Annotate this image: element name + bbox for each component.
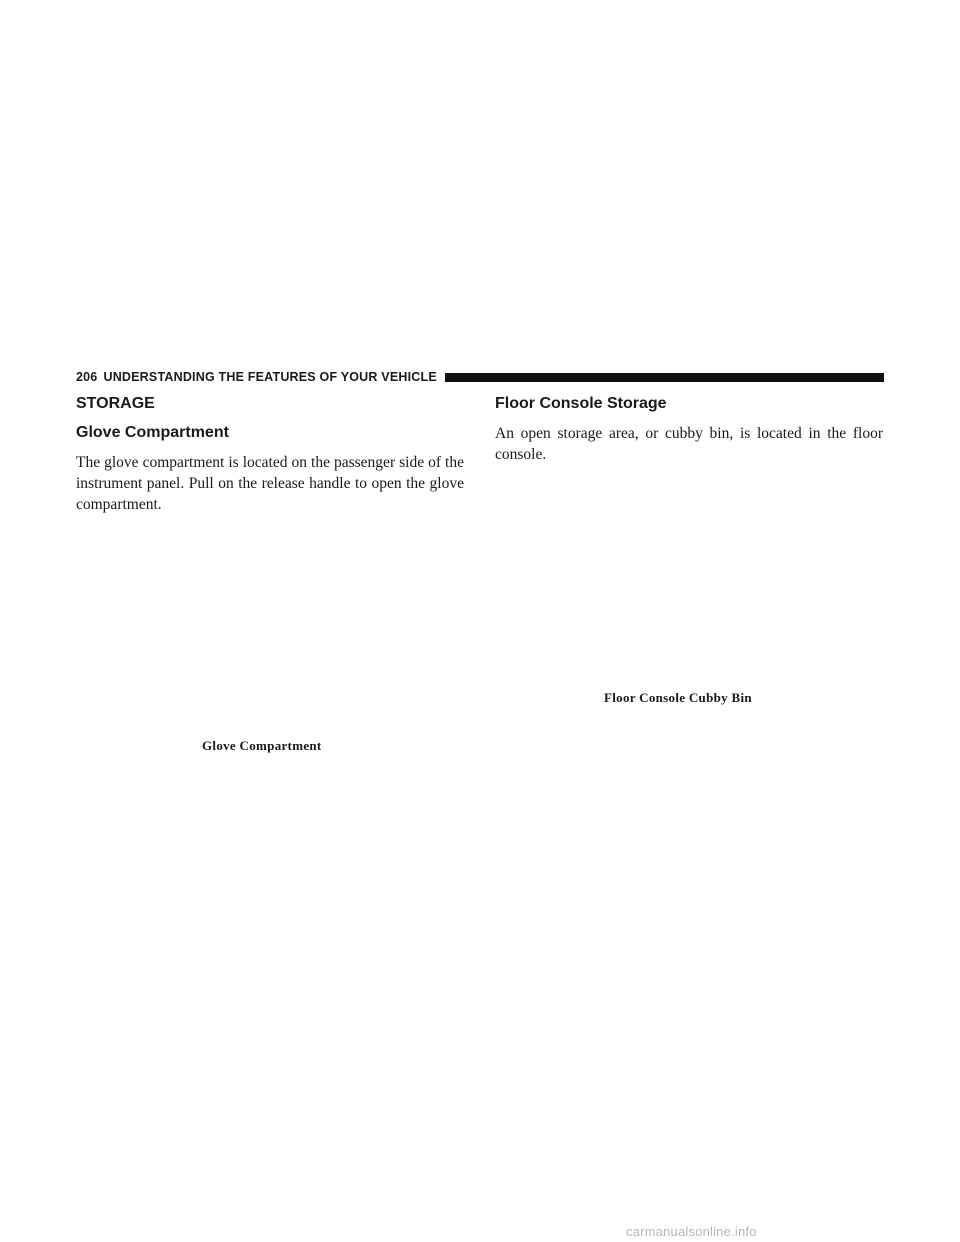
watermark-link[interactable]: carmanualsonline.info bbox=[626, 1224, 757, 1239]
glove-compartment-paragraph: The glove compartment is located on the passenger side of the instrument panel. Pull on the release handle to open the glove compartment. bbox=[76, 454, 464, 513]
storage-heading: STORAGE bbox=[76, 395, 155, 412]
glove-compartment-caption: Glove Compartment bbox=[202, 738, 322, 753]
section-title: UNDERSTANDING THE FEATURES OF YOUR VEHICLE bbox=[103, 370, 437, 384]
floor-console-storage-heading: Floor Console Storage bbox=[495, 395, 667, 412]
glove-compartment-heading: Glove Compartment bbox=[76, 424, 229, 441]
left-column bbox=[76, 392, 464, 515]
header-rule bbox=[445, 373, 884, 382]
right-column bbox=[495, 392, 883, 465]
page-number: 206 bbox=[76, 370, 98, 384]
page-header bbox=[76, 368, 884, 386]
floor-console-caption: Floor Console Cubby Bin bbox=[604, 690, 752, 705]
floor-console-paragraph: An open storage area, or cubby bin, is located in the floor console. bbox=[495, 425, 883, 463]
